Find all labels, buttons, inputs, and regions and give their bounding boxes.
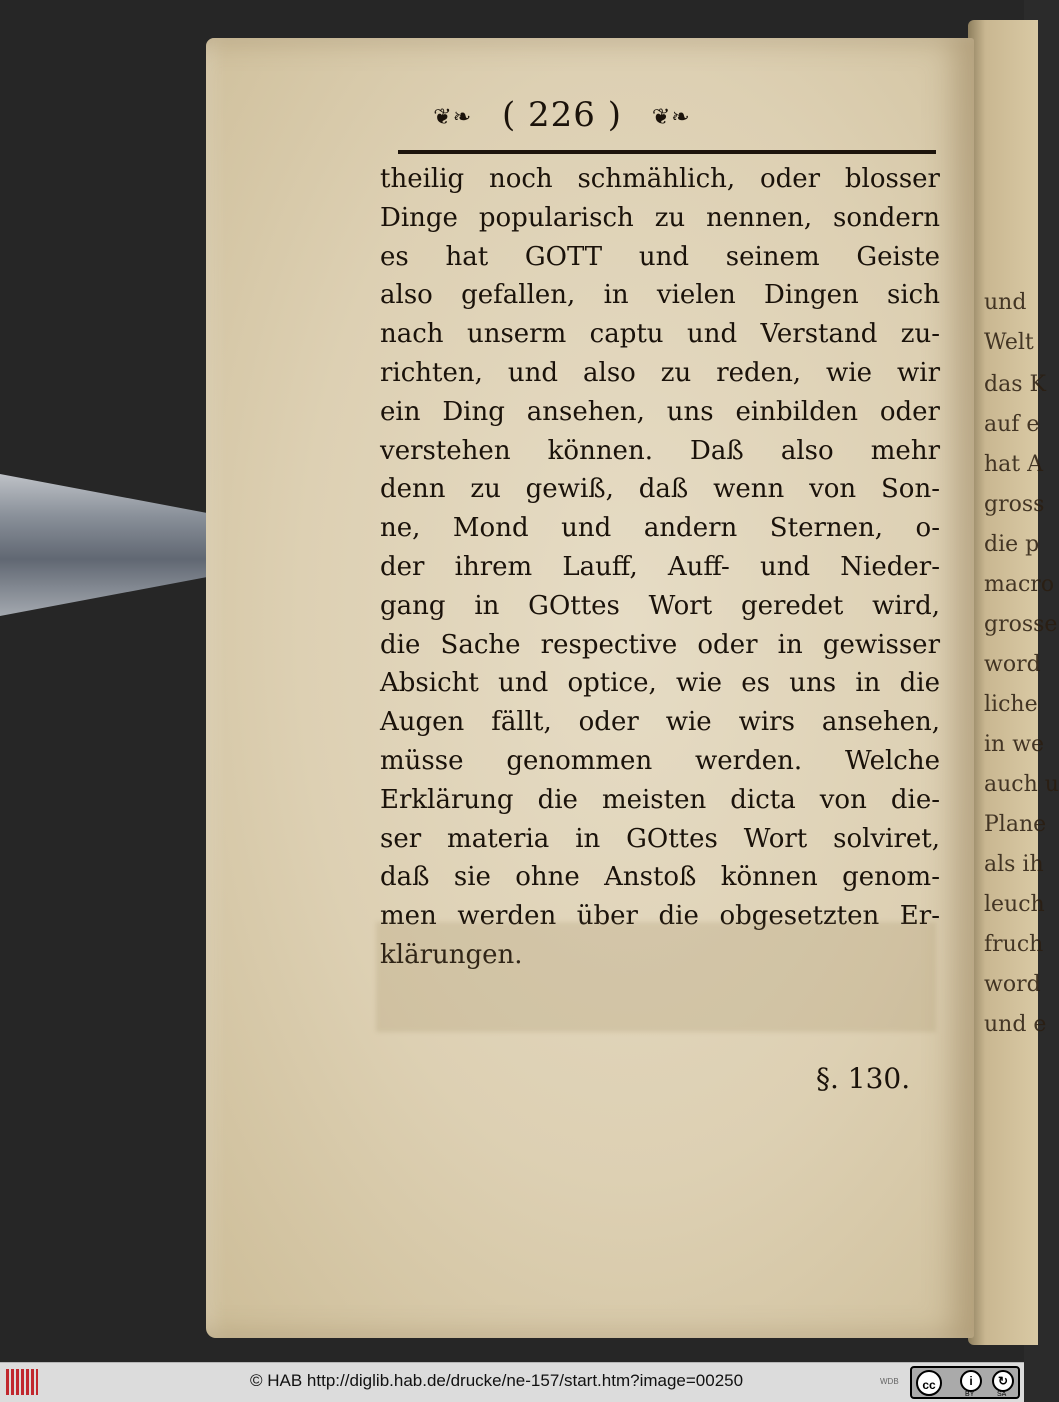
facing-page-fragment: hat A — [984, 452, 1044, 477]
text-line: theilig noch schmählich, oder blosser — [380, 164, 940, 194]
attribution-icon: i — [960, 1370, 982, 1392]
text-line: gang in GOttes Wort geredet wird, — [380, 590, 940, 621]
bleed-through — [376, 922, 936, 1032]
facing-page-fragment: gross — [984, 492, 1045, 517]
text-line: men werden über die obgesetzten Er- — [380, 901, 940, 932]
text-line: richten, und also zu reden, wie wir — [380, 357, 940, 388]
text-line: ne, Mond und andern Sternen, o- — [380, 513, 940, 544]
license-sa-label: SA — [997, 1391, 1007, 1398]
facing-page-fragment: Welt — [984, 330, 1034, 355]
facing-page-fragment: als ih — [984, 852, 1044, 877]
text-line: die Sache respective oder in gewisser — [380, 629, 940, 660]
text-line: verstehen können. Daß also mehr — [380, 435, 940, 466]
text-line: Dinge popularisch zu nennen, sondern — [380, 202, 940, 233]
text-line: denn zu gewiß, daß wenn von Son- — [380, 474, 940, 505]
hab-logo-icon — [6, 1369, 38, 1395]
share-alike-icon: ↻ — [992, 1370, 1014, 1392]
catchword: §. 130. — [816, 1062, 911, 1095]
wdb-mark: WDB — [880, 1377, 899, 1386]
text-line: Augen fällt, oder wie wirs ansehen, — [380, 707, 940, 738]
facing-page-fragment: die p — [984, 532, 1040, 557]
facing-page-fragment: auf e — [984, 412, 1040, 437]
text-line: daß sie ohne Anstoß können genom- — [380, 862, 940, 893]
text-line: ein Ding ansehen, uns einbilden oder — [380, 396, 940, 427]
ornament-left-icon: ❦❧ — [433, 104, 473, 130]
footer-credit[interactable]: © HAB http://diglib.hab.de/drucke/ne-157/start.htm?image=00250 — [250, 1371, 744, 1390]
body-text — [380, 160, 940, 975]
cc-icon: cc — [916, 1370, 942, 1396]
text-line: der ihrem Lauff, Auff- und Nieder- — [380, 551, 940, 582]
facing-page-fragment: word — [984, 972, 1041, 997]
text-line: müsse genommen werden. Welche — [380, 745, 940, 776]
facing-page-fragment: macro — [984, 572, 1055, 597]
facing-page — [968, 20, 1059, 1345]
text-line: nach unserm captu und Verstand zu- — [380, 319, 940, 350]
viewer-footer — [0, 1362, 1024, 1402]
facing-page-fragment: fruch — [984, 932, 1044, 957]
facing-page-fragment: liche — [984, 692, 1038, 717]
facing-page-fragment: Plane — [984, 812, 1047, 837]
header-rule — [398, 150, 936, 154]
facing-page-fragment: und — [984, 290, 1027, 315]
text-line: Absicht und optice, wie es uns in die — [380, 668, 940, 699]
text-line: also gefallen, in vielen Dingen sich — [380, 280, 940, 311]
facing-page-fragment: und e — [984, 1012, 1047, 1037]
facing-page-fragment: grosse — [984, 612, 1058, 637]
bookmark-ribbon — [0, 474, 240, 616]
text-line: ser materia in GOttes Wort solviret, — [380, 823, 940, 854]
text-line: Erklärung die meisten dicta von die- — [380, 784, 940, 815]
page-header — [322, 95, 802, 139]
facing-page-fragment: in we — [984, 732, 1045, 757]
text-line: es hat GOTT und seinem Geiste — [380, 241, 940, 272]
license-by-label: BY — [965, 1391, 975, 1398]
ornament-right-icon: ❦❧ — [651, 104, 691, 130]
page-number: ( 226 ) — [501, 95, 623, 135]
facing-page-fragment: das K — [984, 372, 1046, 397]
cc-license-badge[interactable] — [910, 1366, 1020, 1399]
text-line: klärungen. — [380, 939, 523, 970]
facing-page-fragment: leuch — [984, 892, 1045, 917]
facing-page-fragment: auch u — [984, 772, 1059, 797]
facing-page-fragment: word — [984, 652, 1041, 677]
